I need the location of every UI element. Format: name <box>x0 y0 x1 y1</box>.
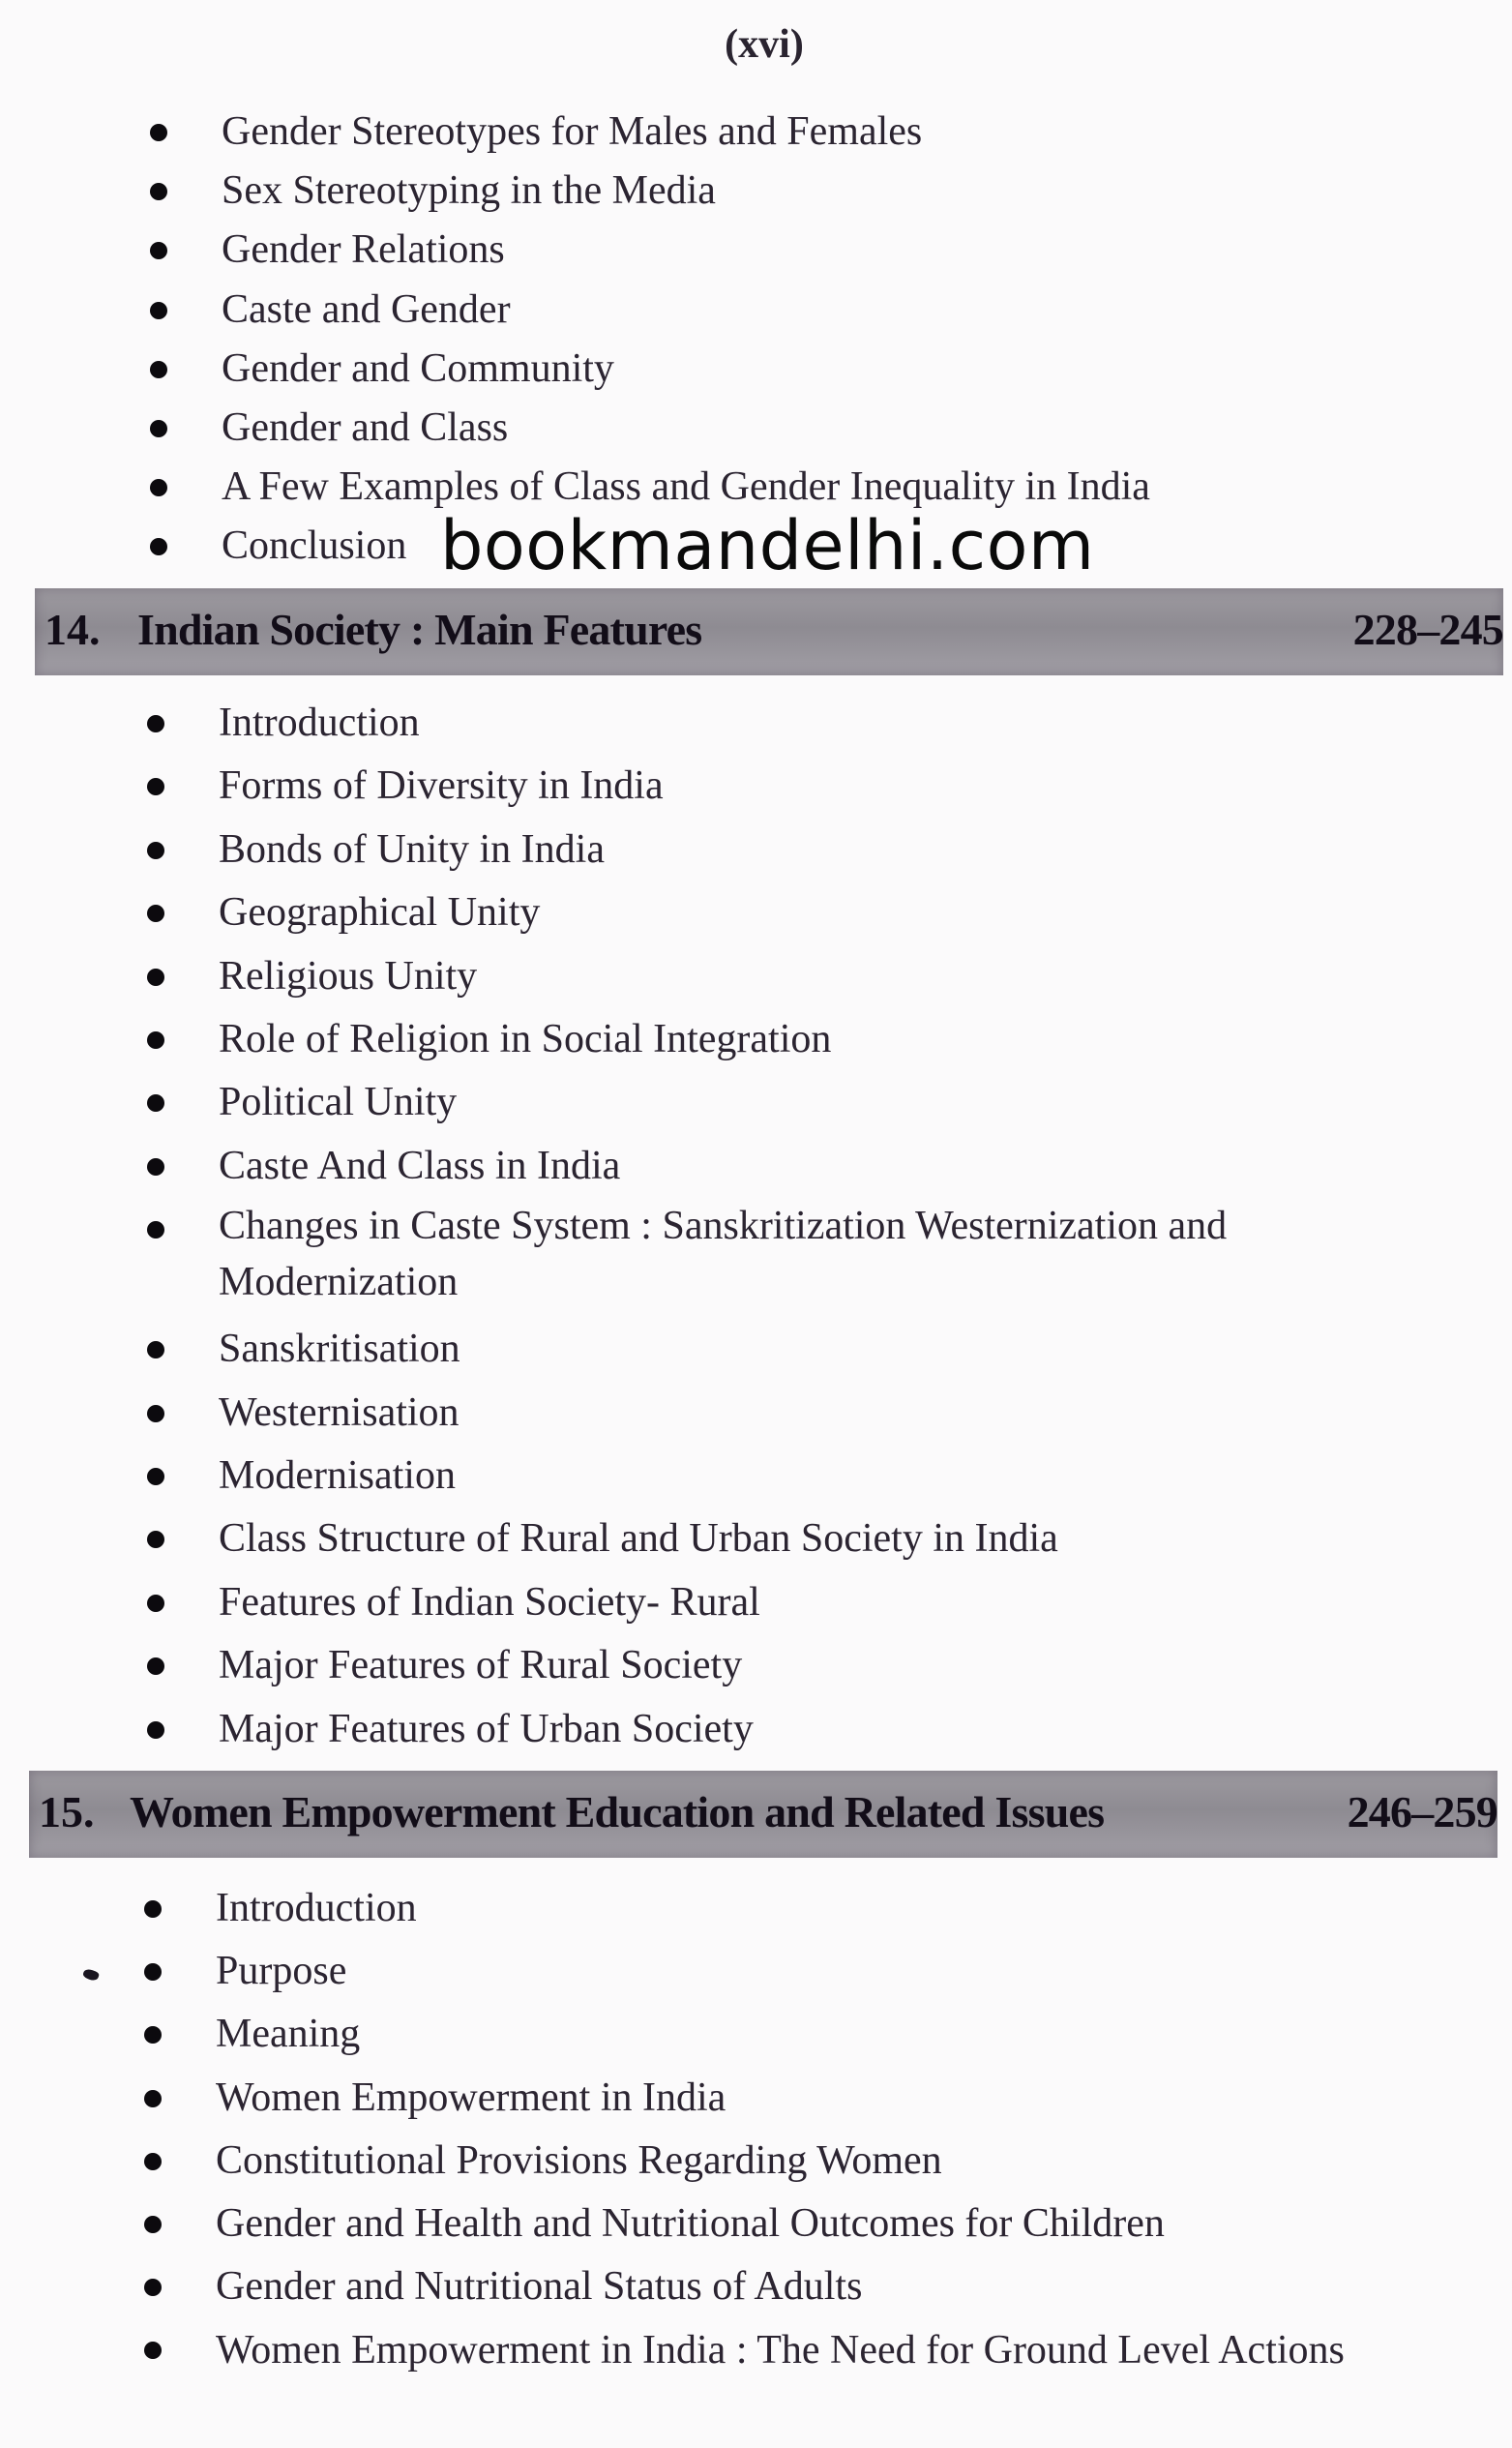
ink-smudge <box>82 1968 100 1983</box>
list-item <box>147 881 1360 944</box>
list-item <box>147 1445 1360 1508</box>
bullet-icon <box>150 420 167 437</box>
list-item <box>150 399 1150 458</box>
bullet-icon <box>144 2153 162 2170</box>
list-item-label: Gender Stereotypes for Males and Females <box>222 109 923 154</box>
bullet-icon <box>147 842 164 859</box>
bullet-icon <box>144 2026 162 2044</box>
list-item <box>150 162 1150 221</box>
list-item <box>150 281 1150 340</box>
list-item-label: Caste and Gender <box>222 286 511 332</box>
chapter-14-topic-list <box>147 692 1360 1761</box>
list-item-label: Gender Relations <box>222 227 505 273</box>
list-item-label: Bonds of Unity in India <box>219 826 605 872</box>
list-item-label: Westernisation <box>219 1389 460 1435</box>
bullet-icon <box>147 1031 164 1049</box>
list-item <box>150 340 1150 399</box>
list-item <box>144 2003 1357 2066</box>
bullet-icon <box>147 1595 164 1612</box>
bullet-icon <box>147 905 164 922</box>
list-item-label: Sanskritisation <box>219 1327 460 1372</box>
list-item-label: Constitutional Provisions Regarding Women <box>216 2137 942 2183</box>
bullet-icon <box>147 715 164 732</box>
list-item <box>147 1318 1360 1381</box>
list-item-label: Major Features of Urban Society <box>219 1706 754 1751</box>
list-item-label: Political Unity <box>219 1080 458 1125</box>
list-item-label: Features of Indian Society- Rural <box>219 1579 760 1625</box>
chapter-page-range: 246–259 <box>1347 1787 1497 1836</box>
list-item <box>144 2067 1357 2130</box>
list-item-label: Gender and Nutritional Status of Adults <box>216 2264 863 2310</box>
list-item <box>150 221 1150 280</box>
bullet-icon <box>147 969 164 986</box>
bullet-icon <box>147 1721 164 1739</box>
list-item-label: Women Empowerment in India : The Need for Ground Level Actions <box>216 2328 1345 2373</box>
bullet-icon <box>144 1900 162 1918</box>
chapter-heading-15 <box>29 1771 1497 1858</box>
list-item-label: Role of Religion in Social Integration <box>219 1017 832 1062</box>
bullet-icon <box>150 479 167 496</box>
bullet-icon <box>147 1221 164 1239</box>
list-item <box>144 2130 1357 2193</box>
bullet-icon <box>150 361 167 378</box>
list-item-label: Caste And Class in India <box>219 1143 621 1188</box>
bullet-icon <box>144 2216 162 2233</box>
list-item-label: Class Structure of Rural and Urban Society in India <box>219 1516 1058 1562</box>
list-item <box>144 2318 1357 2378</box>
bullet-icon <box>150 242 167 259</box>
bullet-icon <box>147 778 164 795</box>
list-item-label: Purpose <box>216 1949 347 1994</box>
chapter-page-range: 228–245 <box>1352 605 1503 654</box>
list-item-label: Meaning <box>216 2012 361 2057</box>
list-item <box>147 1508 1360 1570</box>
bullet-icon <box>150 538 167 555</box>
chapter-heading-14 <box>35 588 1503 675</box>
chapter-title: Women Empowerment Education and Related Issues <box>130 1787 1105 1836</box>
list-item-label: Major Features of Rural Society <box>219 1643 743 1688</box>
list-item-label: Introduction <box>216 1886 417 1930</box>
bullet-icon <box>150 124 167 141</box>
bullet-icon <box>147 1405 164 1422</box>
watermark: bookmandelhi.com <box>440 506 1095 585</box>
list-item <box>147 1571 1360 1634</box>
bullet-icon <box>144 2279 162 2296</box>
bullet-icon <box>144 1963 162 1981</box>
bullet-icon <box>147 1657 164 1675</box>
list-item <box>144 1877 1357 1940</box>
list-item-label: Religious Unity <box>219 953 478 999</box>
list-item-label: A Few Examples of Class and Gender Inequality in India <box>222 464 1150 510</box>
chapter-number: 14. <box>44 605 101 654</box>
chapter-title: Indian Society : Main Features <box>137 605 702 654</box>
bullet-icon <box>144 2090 162 2107</box>
bullet-icon <box>147 1468 164 1485</box>
list-item-label: Introduction <box>219 701 420 745</box>
list-item-label: Geographical Unity <box>219 890 541 936</box>
list-item <box>147 1634 1360 1697</box>
list-item <box>147 755 1360 818</box>
chapter-number: 15. <box>39 1787 95 1836</box>
list-item <box>147 1198 1360 1318</box>
bullet-icon <box>147 1341 164 1358</box>
list-item <box>144 2193 1357 2255</box>
list-item-label: Gender and Health and Nutritional Outcomes for Children <box>216 2201 1165 2247</box>
list-item-label: Forms of Diversity in India <box>219 763 664 809</box>
list-item-label: Changes in Caste System : Sanskritization Westernization and Modernization <box>219 1204 1228 1305</box>
list-item-label: Conclusion <box>222 523 407 569</box>
list-item <box>147 819 1360 881</box>
bullet-icon <box>147 1531 164 1548</box>
bullet-icon <box>147 1158 164 1176</box>
list-item <box>147 1698 1360 1761</box>
list-item-label: Gender and Class <box>222 405 509 451</box>
list-item <box>144 2255 1357 2318</box>
list-item <box>147 692 1360 755</box>
list-item <box>147 945 1360 1008</box>
bullet-icon <box>147 1094 164 1112</box>
list-item-label: Women Empowerment in India <box>216 2075 726 2120</box>
bullet-icon <box>150 183 167 200</box>
page-number: (xvi) <box>725 22 804 67</box>
list-item-label: Modernisation <box>219 1453 456 1499</box>
list-item <box>147 1071 1360 1134</box>
list-item <box>147 1135 1360 1198</box>
list-item-label: Sex Stereotyping in the Media <box>222 168 716 214</box>
list-item <box>144 1940 1357 2003</box>
list-item <box>147 1008 1360 1071</box>
list-item-label: Gender and Community <box>222 345 614 391</box>
list-item <box>147 1382 1360 1445</box>
bullet-icon <box>150 302 167 319</box>
list-item <box>150 103 1150 162</box>
chapter-15-topic-list <box>144 1877 1357 2378</box>
bullet-icon <box>144 2342 162 2359</box>
